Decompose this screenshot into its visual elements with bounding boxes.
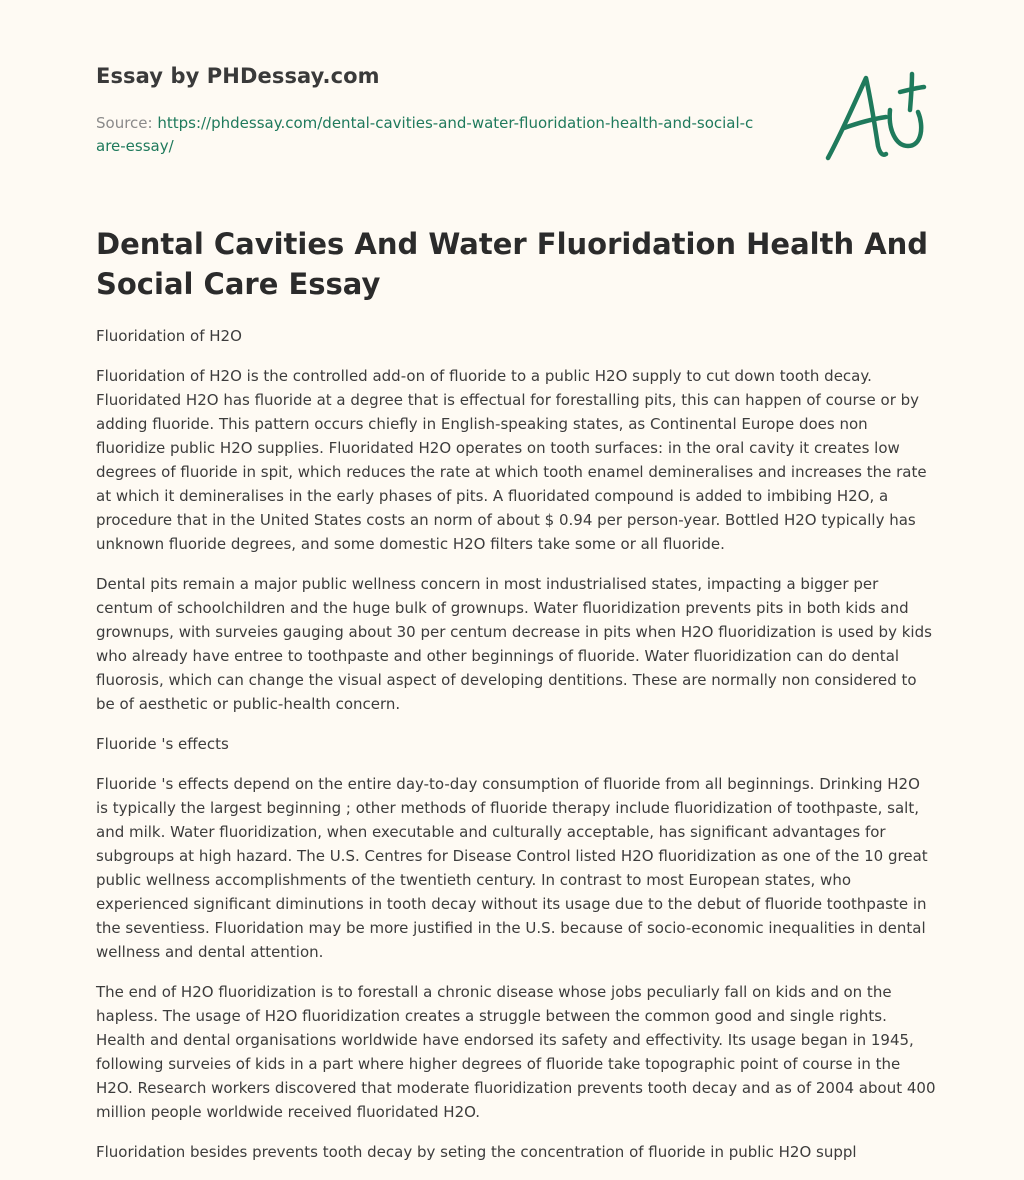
- section-heading: Fluoridation of H2O: [96, 327, 242, 345]
- paragraph: Dental pits remain a major public wellness concern in most industrialised states, impacting a bigger per centum of schoolchildren and the huge bulk of grownups. Water fluoridization prevents pits in both kids and grownups, with surveies gauging about 30 per centum decrease in pits when H2O fluoridization is used by kids who already have entree to toothpaste and other beginnings of fluoride. Water fluoridization can do dental fluorosis, which can change the visual aspect of developing dentitions. These are normally non considered to be of aesthetic or public-health concern.: [96, 575, 932, 713]
- source-label: Source:: [96, 114, 158, 132]
- site-title: Essay by PHDessay.com: [96, 64, 380, 88]
- section-heading: Fluoride 's effects: [96, 735, 229, 753]
- paragraph: Fluoride 's effects depend on the entire day-to-day consumption of fluoride from all beginnings. Drinking H2O is typically the largest beginning ; other methods of fluoride therapy include fluoridization of toothpaste, salt, and milk. Water fluoridization, when executable and culturally acceptable, has significant advantages for subgroups at high hazard. The U.S. Centres for Disease Control listed H2O fluoridization as one of the 10 great public wellness accomplishments of the twentieth century. In contrast to most European states, who experienced significant diminutions in tooth decay without its usage due to the debut of fluoride toothpaste in the seventiess. Fluoridation may be more justified in the U.S. because of socio-economic inequalities in dental wellness and dental attention.: [96, 775, 928, 961]
- source-line: [96, 112, 756, 158]
- article-body: [96, 324, 936, 1180]
- a-plus-logo-icon: [820, 66, 930, 166]
- article-title: Dental Cavities And Water Fluoridation Health And Social Care Essay: [96, 227, 929, 301]
- paragraph: The end of H2O fluoridization is to forestall a chronic disease whose jobs peculiarly fall on kids and on the hapless. The usage of H2O fluoridization creates a struggle between the common good and single rights. Health and dental organisations worldwide have endorsed its safety and effectivity. Its usage began in 1945, following surveies of kids in a part where higher degrees of fluoride take topographic point of course in the H2O. Research workers discovered that moderate fluoridization prevents tooth decay and as of 2004 about 400 million people worldwide received fluoridated H2O.: [96, 983, 936, 1121]
- paragraph: Fluoridation of H2O is the controlled add-on of fluoride to a public H2O supply to cut down tooth decay. Fluoridated H2O has fluoride at a degree that is effectual for forestalling pits, this can happen of course or by adding fluoride. This pattern occurs chiefly in English-speaking states, as Continental Europe does non fluoridize public H2O supplies. Fluoridated H2O operates on tooth surfaces: in the oral cavity it creates low degrees of fluoride in spit, which reduces the rate at which tooth enamel demineralises and increases the rate at which it demineralises in the early phases of pits. A fluoridated compound is added to imbibing H2O, a procedure that in the United States costs an norm of about $ 0.94 per person-year. Bottled H2O typically has unknown fluoride degrees, and some domestic H2O filters take some or all fluoride.: [96, 367, 927, 553]
- source-link[interactable]: https://phdessay.com/dental-cavities-and-water-fluoridation-health-and-social-care-essay/: [96, 114, 754, 155]
- paragraph: Fluoridation besides prevents tooth decay by seting the concentration of fluoride in public H2O suppl: [96, 1143, 857, 1161]
- page-header: [96, 64, 796, 158]
